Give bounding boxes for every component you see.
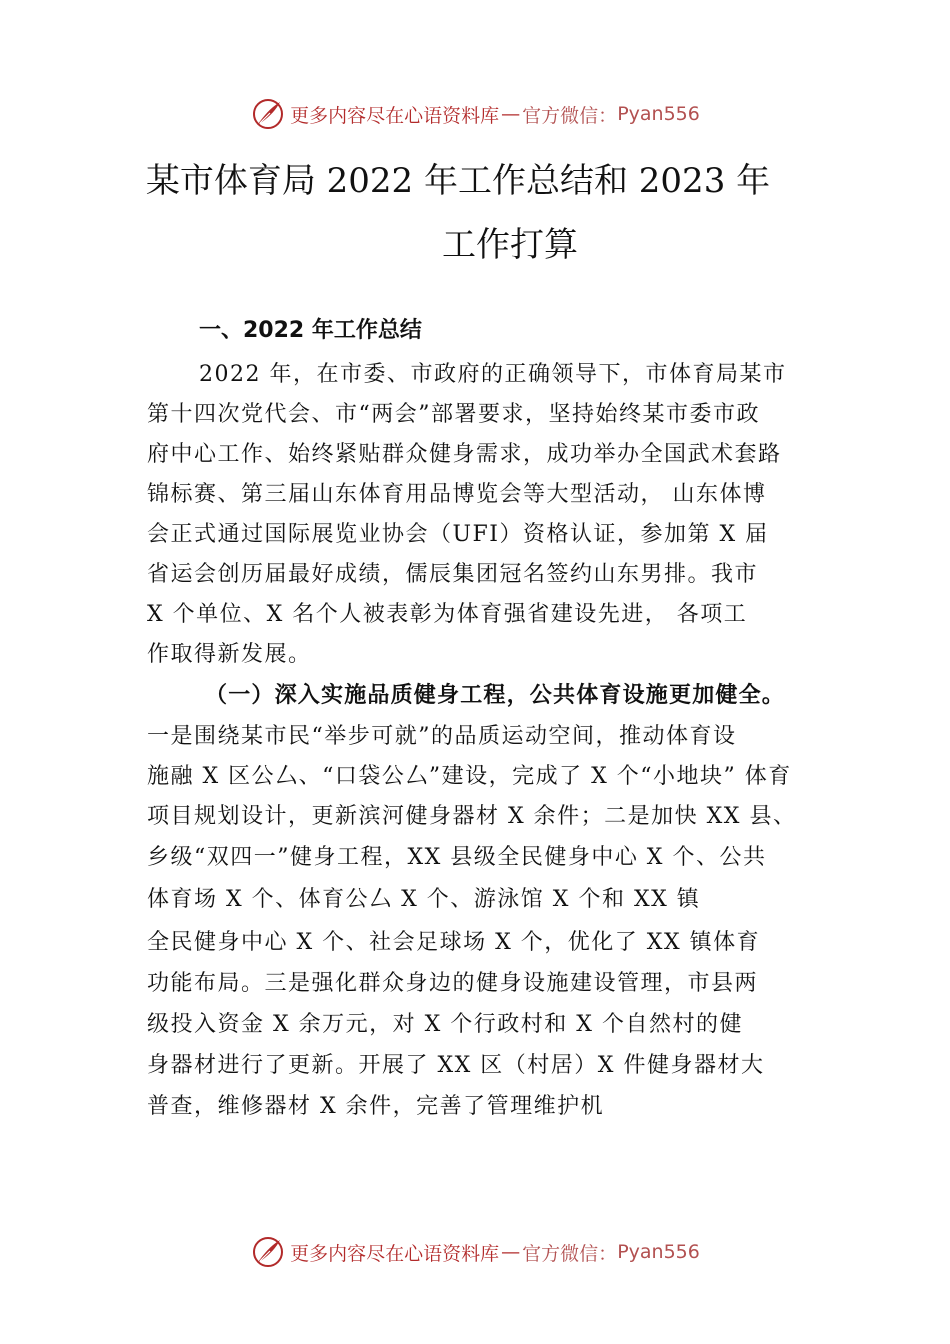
body-text-line: 乡级“双四一”健身工程，XX 县级全民健身中心 X 个、公共: [147, 845, 767, 870]
section-heading: 一、2022 年工作总结: [199, 318, 422, 343]
body-text-line: 级投入资金 X 余万元，对 X 个行政村和 X 个自然村的健: [147, 1012, 743, 1037]
document-title-line-2: 工作打算: [442, 225, 578, 265]
body-text-line: 一是围绕某市民“举步可就”的品质运动空间，推动体育设: [147, 724, 737, 749]
body-text-line: 会正式通过国际展览业协会（UFI）资格认证，参加第 X 届: [147, 522, 769, 547]
body-text-line: 普查，维修器材 X 余件，完善了管理维护机: [147, 1094, 605, 1119]
document-title-line-1: 某市体育局 2022 年工作总结和 2023 年: [145, 161, 771, 201]
body-text-line: 府中心工作、始终紧贴群众健身需求，成功举办全国武术套路: [147, 442, 782, 467]
body-text-line: 项目规划设计，更新滨河健身器材 X 余件；二是加快 XX 县、: [147, 804, 797, 829]
watermark-wechat-label: 官方微信：: [522, 104, 618, 127]
body-text-line: 锦标赛、第三届山东体育用品博览会等大型活动， 山东体博: [147, 482, 767, 507]
quill-logo-icon: [250, 1234, 286, 1270]
watermark-text: 更多内容尽在心语资料库: [290, 104, 500, 127]
watermark-dash: —: [501, 103, 521, 125]
watermark-banner-top: [0, 94, 950, 134]
watermark-dash: —: [501, 1241, 521, 1263]
quill-logo-icon: [250, 96, 286, 132]
body-text-line: 功能布局。三是强化群众身边的健身设施建设管理，市县两: [147, 971, 759, 996]
watermark-wechat-id: Pyan556: [617, 103, 700, 125]
body-text-line: 施融 X 区公厶、“口袋公厶”建设，完成了 X 个“小地块” 体育: [147, 764, 792, 789]
body-text-line: 2022 年，在市委、市政府的正确领导下，市体育局某市: [199, 362, 787, 387]
body-text-line: X 个单位、X 名个人被表彰为体育强省建设先进， 各项工: [147, 602, 748, 627]
subsection-heading: （一）深入实施品质健身工程，公共体育设施更加健全。: [205, 682, 786, 708]
watermark-text: 更多内容尽在心语资料库: [290, 1242, 500, 1265]
body-text-line: 体育场 X 个、体育公厶 X 个、游泳馆 X 个和 XX 镇: [147, 887, 701, 912]
body-text-line: 身器材进行了更新。开展了 XX 区（村居）X 件健身器材大: [147, 1053, 765, 1078]
body-text-line: 作取得新发展。: [147, 642, 312, 667]
watermark-banner-bottom: [0, 1232, 950, 1272]
body-text-line: 全民健身中心 X 个、社会足球场 X 个，优化了 XX 镇体育: [147, 930, 761, 955]
watermark-wechat-id: Pyan556: [617, 1241, 700, 1263]
watermark-wechat-label: 官方微信：: [522, 1242, 618, 1265]
body-text-line: 省运会创历届最好成绩，儒辰集团冠名签约山东男排。我市: [147, 562, 759, 587]
body-text-line: 第十四次党代会、市“两会”部署要求，坚持始终某市委市政: [147, 402, 760, 427]
